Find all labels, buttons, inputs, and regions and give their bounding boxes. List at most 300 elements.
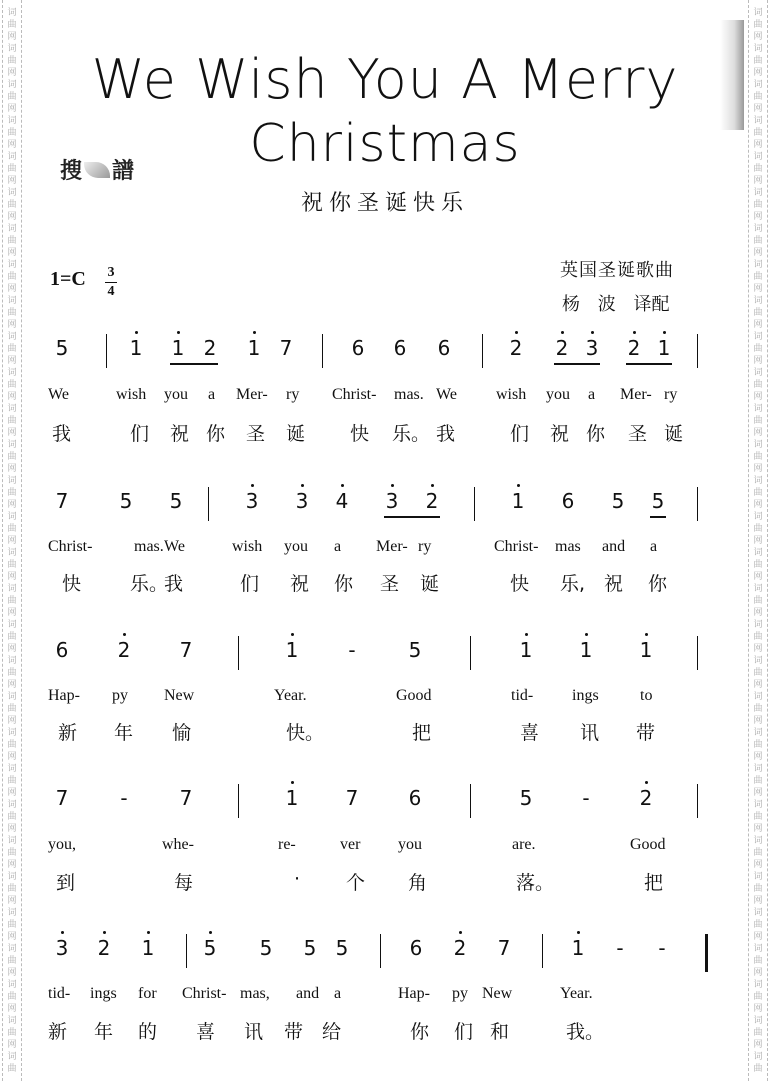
watermark-char: 网 [7,644,17,654]
watermark-char: 曲 [753,776,763,786]
watermark-char: 词 [7,296,17,306]
high-octave-dot [591,331,594,334]
english-lyric: wish [496,386,527,403]
watermark-char: 曲 [7,524,17,534]
logo-char-2: 譜 [112,159,135,184]
watermark-char: 词 [753,116,763,126]
watermark-char: 网 [7,1004,17,1014]
eighth-note-underline [554,363,600,365]
watermark-char: 网 [7,1040,17,1050]
chinese-lyric: 我 [164,573,184,595]
watermark-char: 词 [7,476,17,486]
english-lyric: py [112,687,128,704]
jianpu-note: 6 [55,638,69,662]
watermark-char: 曲 [7,452,17,462]
jianpu-note: 6 [351,336,365,360]
english-lyric: you [284,538,308,555]
english-lyric: We [436,386,457,403]
watermark-char: 词 [7,1052,17,1062]
chinese-lyric: 们 [240,573,260,595]
english-lyric: Hap- [48,687,80,704]
high-octave-dot [103,931,106,934]
english-lyric: New [164,687,195,704]
watermark-char: 词 [7,512,17,522]
chinese-lyric: 把 [412,722,432,744]
watermark-char: 词 [753,512,763,522]
watermark-char: 曲 [7,20,17,30]
jianpu-note: 6 [408,786,422,810]
high-octave-dot [177,331,180,334]
watermark-char: 曲 [753,164,763,174]
jianpu-note: 7 [179,638,193,662]
watermark-char: 网 [7,140,17,150]
watermark-char: 曲 [753,884,763,894]
chinese-lyric: 你 [206,423,226,445]
chinese-lyric: 新 [58,722,78,744]
chinese-lyric: 新 [48,1021,68,1043]
english-lyric: for [138,985,157,1002]
chinese-lyric: 年 [94,1021,114,1043]
watermark-char: 网 [7,536,17,546]
watermark-char: 网 [753,716,763,726]
watermark-char: 词 [7,836,17,846]
chinese-lyric: 快。 [286,722,325,744]
barline [697,784,698,818]
watermark-char: 网 [7,68,17,78]
jianpu-note: 3 [245,489,259,513]
high-octave-dot [585,633,588,636]
watermark-char: 曲 [753,416,763,426]
jianpu-note: 5 [335,936,349,960]
watermark-char: 词 [7,368,17,378]
english-lyric: Year. [560,985,593,1002]
watermark-char: 网 [7,608,17,618]
watermark-char: 曲 [753,812,763,822]
watermark-char: 曲 [7,164,17,174]
watermark-char: 网 [753,356,763,366]
watermark-char: 词 [7,80,17,90]
watermark-char: 词 [753,548,763,558]
watermark-char: 曲 [7,740,17,750]
english-lyric: ver [340,836,361,853]
jianpu-note: 3 [295,489,309,513]
barline [697,487,698,521]
high-octave-dot [253,331,256,334]
english-lyric: ry [418,538,432,555]
watermark-char: 网 [753,284,763,294]
high-octave-dot [123,633,126,636]
english-lyric: a [334,538,342,555]
watermark-char: 曲 [753,704,763,714]
english-lyric: mas, [240,985,270,1002]
watermark-char: 网 [753,536,763,546]
key-signature: 1=C [50,268,86,290]
high-octave-dot [645,781,648,784]
chinese-lyric: 讯 [244,1021,264,1043]
english-lyric: mas. [134,538,164,555]
watermark-char: 网 [753,32,763,42]
english-lyric: are. [512,836,536,853]
jianpu-note: 5 [303,936,317,960]
soupu-logo [60,154,134,185]
watermark-char: 曲 [753,272,763,282]
watermark-char: 词 [7,1016,17,1026]
jianpu-note: 7 [279,336,293,360]
chinese-lyric: 乐。 [392,423,431,445]
watermark-char: 词 [7,224,17,234]
watermark-char: 网 [7,356,17,366]
watermark-char: 网 [7,572,17,582]
watermark-char: 曲 [753,956,763,966]
watermark-char: 词 [753,980,763,990]
watermark-char: 网 [7,212,17,222]
chinese-lyric: 带 [284,1021,304,1043]
jianpu-note: 1 [571,936,585,960]
chinese-lyric: 我 [52,423,72,445]
english-lyric: Christ- [332,386,377,403]
watermark-char: 网 [7,932,17,942]
high-octave-dot [525,633,528,636]
final-barline [705,934,708,972]
watermark-char: 网 [7,500,17,510]
barline [697,636,698,670]
jianpu-note: 5 [203,936,217,960]
jianpu-note: 3 [385,489,399,513]
watermark-char: 词 [7,260,17,270]
high-octave-dot [517,484,520,487]
high-octave-dot [431,484,434,487]
watermark-char: 曲 [753,848,763,858]
jianpu-note: 1 [579,638,593,662]
jianpu-note: 2 [509,336,523,360]
chinese-lyric: 乐, [560,573,586,595]
jianpu-note: 1 [639,638,653,662]
watermark-char: 曲 [753,740,763,750]
watermark-char: 网 [7,860,17,870]
watermark-char: 网 [753,644,763,654]
jianpu-note: 7 [345,786,359,810]
watermark-char: 曲 [753,560,763,570]
jianpu-note: 5 [55,336,69,360]
chinese-lyric: 的 [138,1021,158,1043]
chinese-lyric: 年 [114,722,134,744]
jianpu-note: 2 [555,336,569,360]
chinese-lyric: 祝 [170,423,190,445]
watermark-char: 网 [753,176,763,186]
chinese-lyric: 给 [322,1021,342,1043]
watermark-char: 词 [7,584,17,594]
watermark-char: 网 [753,896,763,906]
chinese-lyric: 喜 [520,722,540,744]
english-lyric: Mer- [620,386,652,403]
jianpu-note: 2 [627,336,641,360]
watermark-char: 词 [753,692,763,702]
high-octave-dot [561,331,564,334]
jianpu-note: 7 [55,786,69,810]
watermark-char: 词 [7,548,17,558]
jianpu-note: 6 [437,336,451,360]
watermark-char: 曲 [753,200,763,210]
english-lyric: Good [396,687,432,704]
jianpu-note: 6 [393,336,407,360]
barline [238,784,239,818]
barline [474,487,475,521]
jianpu-note: 7 [179,786,193,810]
watermark-char: 曲 [753,128,763,138]
high-octave-dot [135,331,138,334]
eighth-note-underline [384,516,440,518]
english-lyric: py [452,985,468,1002]
watermark-char: 词 [753,1052,763,1062]
jianpu-note: 1 [519,638,533,662]
watermark-char: 曲 [7,92,17,102]
watermark-char: 词 [753,296,763,306]
watermark-char: 曲 [753,1064,763,1074]
watermark-char: 曲 [7,596,17,606]
watermark-char: 网 [753,464,763,474]
watermark-char: 词 [7,8,17,18]
time-numerator: 3 [107,265,115,280]
jianpu-note: 5 [519,786,533,810]
watermark-char: 曲 [753,56,763,66]
high-octave-dot [633,331,636,334]
chinese-lyric: 乐。 [130,573,169,595]
jianpu-note: 1 [129,336,143,360]
high-octave-dot [251,484,254,487]
watermark-char: 曲 [7,632,17,642]
chinese-lyric: 角 [408,872,428,894]
jianpu-note: 1 [511,489,525,513]
english-lyric: Christ- [48,538,93,555]
watermark-char: 曲 [753,308,763,318]
watermark-char: 网 [7,716,17,726]
watermark-char: 曲 [7,812,17,822]
watermark-char: 网 [753,140,763,150]
jianpu-note: 2 [639,786,653,810]
chinese-lyric: 和 [490,1021,510,1043]
watermark-char: 网 [7,752,17,762]
english-lyric: mas [555,538,581,555]
jianpu-note: 2 [97,936,111,960]
english-lyric: New [482,985,513,1002]
watermark-char: 网 [753,572,763,582]
chinese-lyric: 我。 [566,1021,605,1043]
chinese-subtitle: 祝你圣诞快乐 [300,191,469,216]
watermark-char: 网 [7,788,17,798]
watermark-char: 词 [7,620,17,630]
watermark-char: 网 [753,68,763,78]
english-lyric: you, [48,836,76,853]
high-octave-dot [209,931,212,934]
english-lyric: We [164,538,185,555]
watermark-char: 网 [7,680,17,690]
english-lyric: tid- [511,687,534,704]
watermark-char: 网 [7,320,17,330]
chinese-lyric: 快 [510,573,530,595]
chinese-lyric: 愉 [172,722,192,744]
chinese-lyric: 圣 [380,573,400,595]
watermark-char: 曲 [753,992,763,1002]
barline [470,636,471,670]
chinese-lyric: 个 [346,872,366,894]
watermark-char: 曲 [753,236,763,246]
sustain-dash: - [582,786,590,810]
watermark-char: 词 [7,872,17,882]
watermark-char: 曲 [753,632,763,642]
watermark-char: 曲 [753,452,763,462]
jianpu-note: 6 [409,936,423,960]
watermark-char: 曲 [7,956,17,966]
watermark-char: 词 [753,260,763,270]
watermark-char: 词 [7,728,17,738]
watermark-char: 词 [753,332,763,342]
english-lyric: ings [572,687,599,704]
english-lyric: whe- [162,836,194,853]
chinese-lyric: 到 [56,872,76,894]
watermark-char: 曲 [753,488,763,498]
high-octave-dot [61,931,64,934]
chinese-lyric: 祝 [550,423,570,445]
watermark-char: 网 [753,248,763,258]
jianpu-note: 1 [171,336,185,360]
chinese-lyric: 们 [130,423,150,445]
english-lyric: Hap- [398,985,430,1002]
eighth-note-underline [626,363,672,365]
watermark-char: 曲 [753,20,763,30]
watermark-char: 曲 [7,848,17,858]
chinese-lyric: 你 [334,573,354,595]
watermark-char: 曲 [7,560,17,570]
watermark-char: 网 [7,464,17,474]
english-lyric: ry [286,386,300,403]
barline [106,334,107,368]
barline [697,334,698,368]
watermark-char: 词 [753,800,763,810]
song-origin: 英国圣诞歌曲 [560,260,674,281]
barline [380,934,381,968]
watermark-char: 词 [753,656,763,666]
watermark-char: 曲 [7,668,17,678]
watermark-char: 词 [7,404,17,414]
english-lyric: Mer- [376,538,408,555]
watermark-char: 曲 [753,524,763,534]
watermark-char: 词 [7,152,17,162]
jianpu-note: 2 [425,489,439,513]
chinese-lyric: 诞 [286,423,306,445]
chinese-lyric: 讯 [580,722,600,744]
jianpu-note: 5 [611,489,625,513]
barline [322,334,323,368]
watermark-char: 词 [7,908,17,918]
chinese-lyric: 你 [648,573,668,595]
watermark-char: 词 [7,800,17,810]
english-lyric: Christ- [182,985,227,1002]
watermark-char: 网 [7,968,17,978]
watermark-char: 词 [753,1016,763,1026]
jianpu-note: 5 [408,638,422,662]
watermark-char: 曲 [7,488,17,498]
watermark-char: 词 [7,656,17,666]
watermark-char: 词 [753,80,763,90]
high-octave-dot [459,931,462,934]
english-lyric: We [48,386,69,403]
watermark-char: 曲 [753,920,763,930]
watermark-char: 词 [7,332,17,342]
watermark-char: 曲 [7,344,17,354]
watermark-char: 曲 [7,884,17,894]
watermark-char: 网 [753,788,763,798]
high-octave-dot [577,931,580,934]
chinese-lyric: 把 [644,872,664,894]
jianpu-note: 2 [453,936,467,960]
watermark-char: 词 [753,944,763,954]
watermark-char: 网 [753,392,763,402]
watermark-char: 网 [753,608,763,618]
chinese-lyric: 们 [510,423,530,445]
watermark-char: 词 [7,980,17,990]
chinese-lyric: 诞 [664,423,684,445]
watermark-char: 曲 [7,1028,17,1038]
watermark-char: 词 [7,692,17,702]
jianpu-note: 3 [55,936,69,960]
watermark-char: 网 [753,752,763,762]
chinese-lyric: · [294,868,301,890]
english-lyric: Christ- [494,538,539,555]
watermark-char: 词 [753,8,763,18]
watermark-char: 网 [7,896,17,906]
jianpu-note: 6 [561,489,575,513]
time-denominator: 4 [107,284,115,299]
watermark-char: 曲 [7,128,17,138]
english-lyric: a [208,386,216,403]
leaf-icon [84,162,110,178]
watermark-char: 曲 [7,920,17,930]
chinese-lyric: 我 [436,423,456,445]
high-octave-dot [291,781,294,784]
watermark-char: 词 [753,728,763,738]
song-title-line1: We Wish You A Merry [91,48,679,111]
watermark-char: 词 [753,872,763,882]
watermark-char: 网 [753,860,763,870]
english-lyric: re- [278,836,296,853]
watermark-char: 曲 [7,200,17,210]
watermark-char: 词 [753,152,763,162]
jianpu-note: 3 [585,336,599,360]
english-lyric: and [602,538,626,555]
watermark-char: 网 [753,824,763,834]
arranger-credit: 杨 波 译配 [562,294,670,315]
english-lyric: a [334,985,342,1002]
watermark-char: 词 [753,188,763,198]
jianpu-note: 1 [657,336,671,360]
english-lyric: ry [664,386,678,403]
english-lyric: wish [116,386,147,403]
watermark-char: 网 [7,392,17,402]
watermark-char: 词 [7,944,17,954]
watermark-char: 词 [7,116,17,126]
chinese-lyric: 带 [636,722,656,744]
chinese-lyric: 喜 [196,1021,216,1043]
high-octave-dot [301,484,304,487]
watermark-char: 曲 [753,92,763,102]
watermark-char: 网 [753,428,763,438]
english-lyric: and [296,985,320,1002]
high-octave-dot [147,931,150,934]
eighth-note-underline [650,516,666,518]
english-lyric: a [650,538,658,555]
watermark-char: 网 [753,500,763,510]
chinese-lyric: 你 [410,1021,430,1043]
